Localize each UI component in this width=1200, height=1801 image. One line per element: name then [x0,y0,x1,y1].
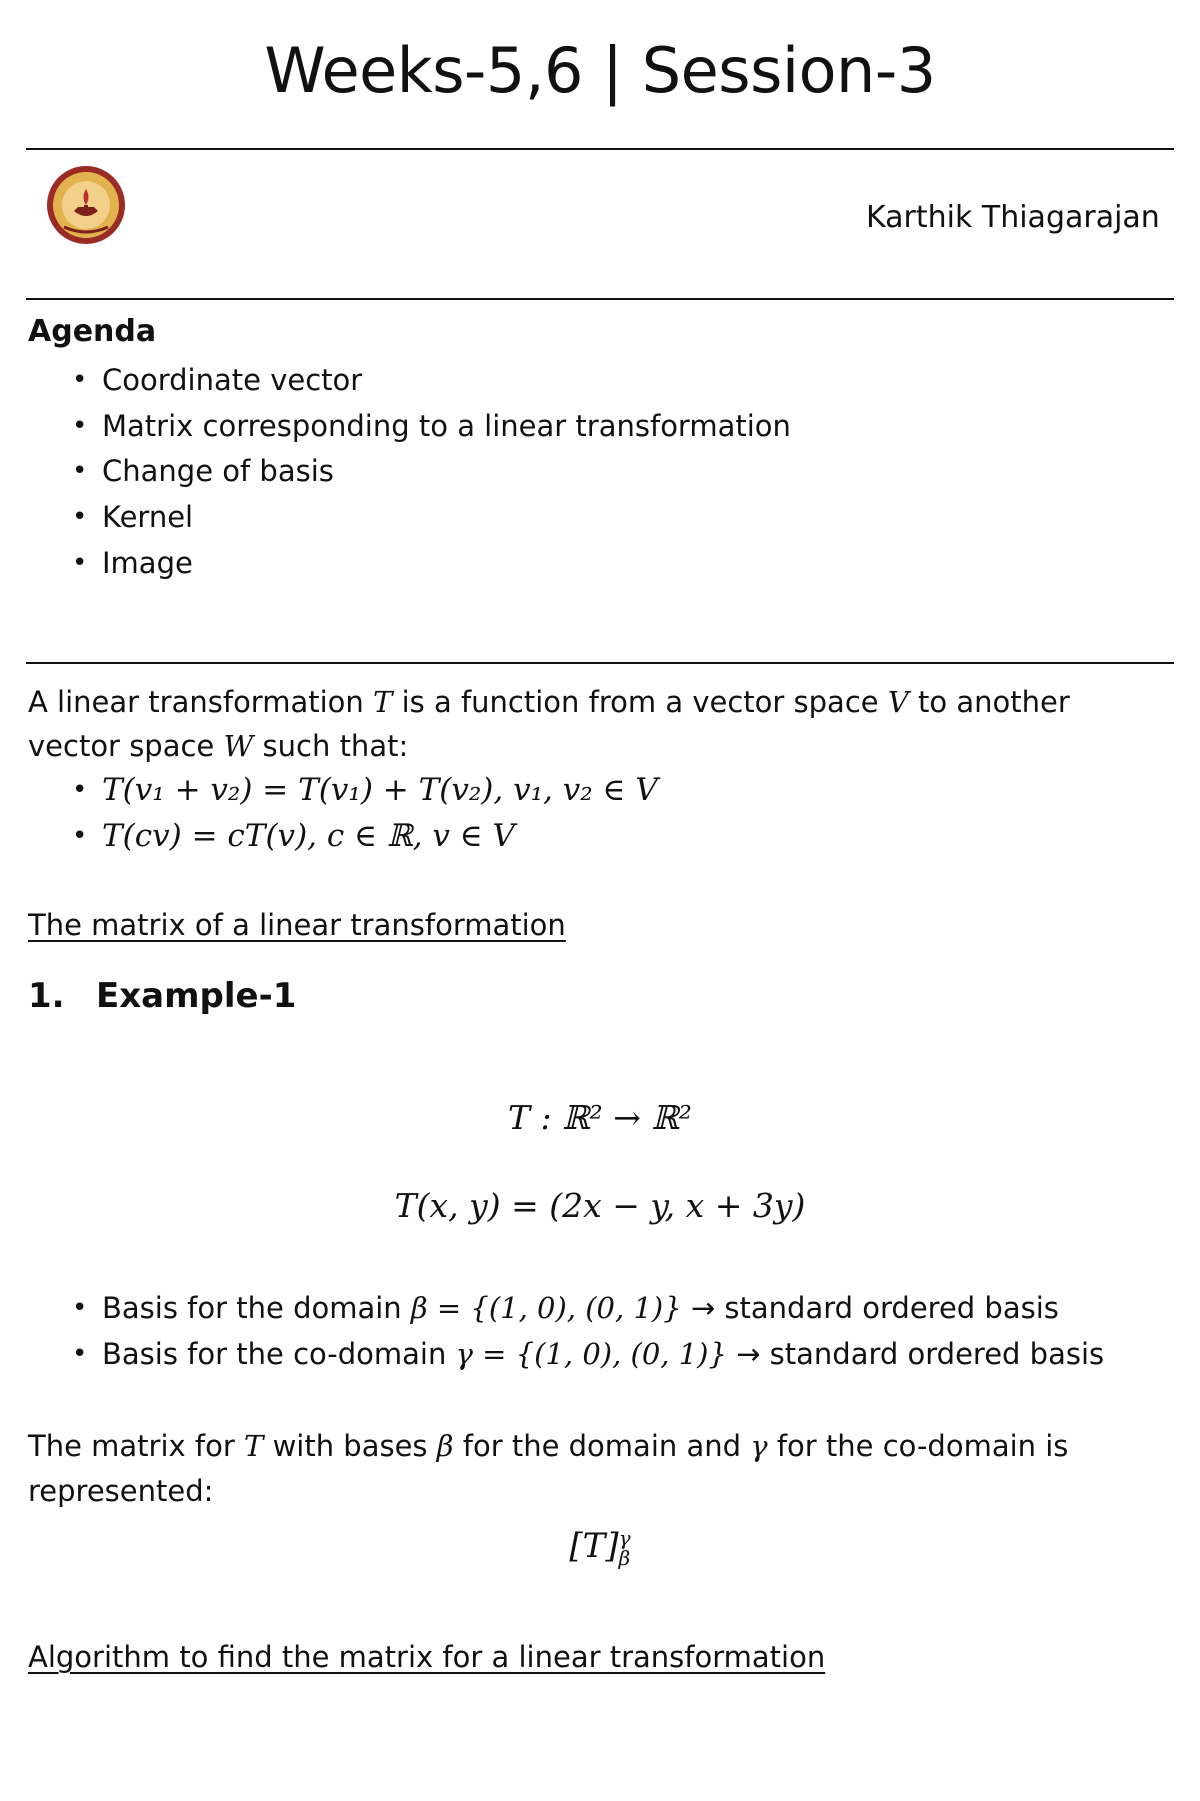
matrix-paragraph: The matrix for T with bases β for the domain and γ for the co-domain is represented: [28,1429,1069,1508]
agenda-divider [26,662,1174,664]
list-item: • T(cv) = cT(v), c ∈ ℝ, v ∈ V [28,814,658,860]
bullet-icon: • [72,410,88,441]
list-item: • Matrix corresponding to a linear transformation [28,404,791,450]
section-link-algorithm[interactable]: Algorithm to find the matrix for a linear transformation [28,1640,826,1674]
page-title: Weeks-5,6 | Session-3 [264,34,936,107]
basis-list [28,1286,1104,1377]
list-item: • Basis for the domain β = {(1, 0), (0, 1)} → standard ordered basis [28,1286,1104,1332]
bullet-icon: • [72,547,88,578]
author-name: Karthik Thiagarajan [866,200,1160,235]
matrix-notation: [T] γ β [569,1526,631,1570]
list-item: • Image [28,541,791,587]
agenda-heading: Agenda [28,314,157,349]
bullet-icon: • [72,820,88,851]
agenda-list [28,358,791,586]
example-heading: 1. Example-1 [28,976,297,1016]
bullet-icon: • [72,1293,88,1323]
equation-rule: T(x, y) = (2x − y, x + 3y) [394,1186,806,1225]
bullet-icon: • [72,456,88,487]
bullet-icon: • [72,775,88,805]
header-divider [26,298,1174,300]
list-item: • Kernel [28,495,791,541]
section-link-matrix[interactable]: The matrix of a linear transformation [28,908,566,942]
definition-paragraph: A linear transformation T is a function from a vector space V to another vector space W such that: [28,685,1070,763]
list-item: • Coordinate vector [28,358,791,404]
bullet-icon: • [72,502,88,533]
list-item: • Basis for the co-domain γ = {(1, 0), (0, 1)} → standard ordered basis [28,1332,1104,1378]
title-divider [26,148,1174,150]
equation-map: T : ℝ² → ℝ² [507,1098,693,1137]
definition-properties [28,768,658,859]
bullet-icon: • [72,365,88,395]
institute-logo-icon [46,165,126,245]
list-item: • Change of basis [28,449,791,495]
list-item: • T(v₁ + v₂) = T(v₁) + T(v₂), v₁, v₂ ∈ V [28,768,658,814]
bullet-icon: • [72,1338,88,1369]
